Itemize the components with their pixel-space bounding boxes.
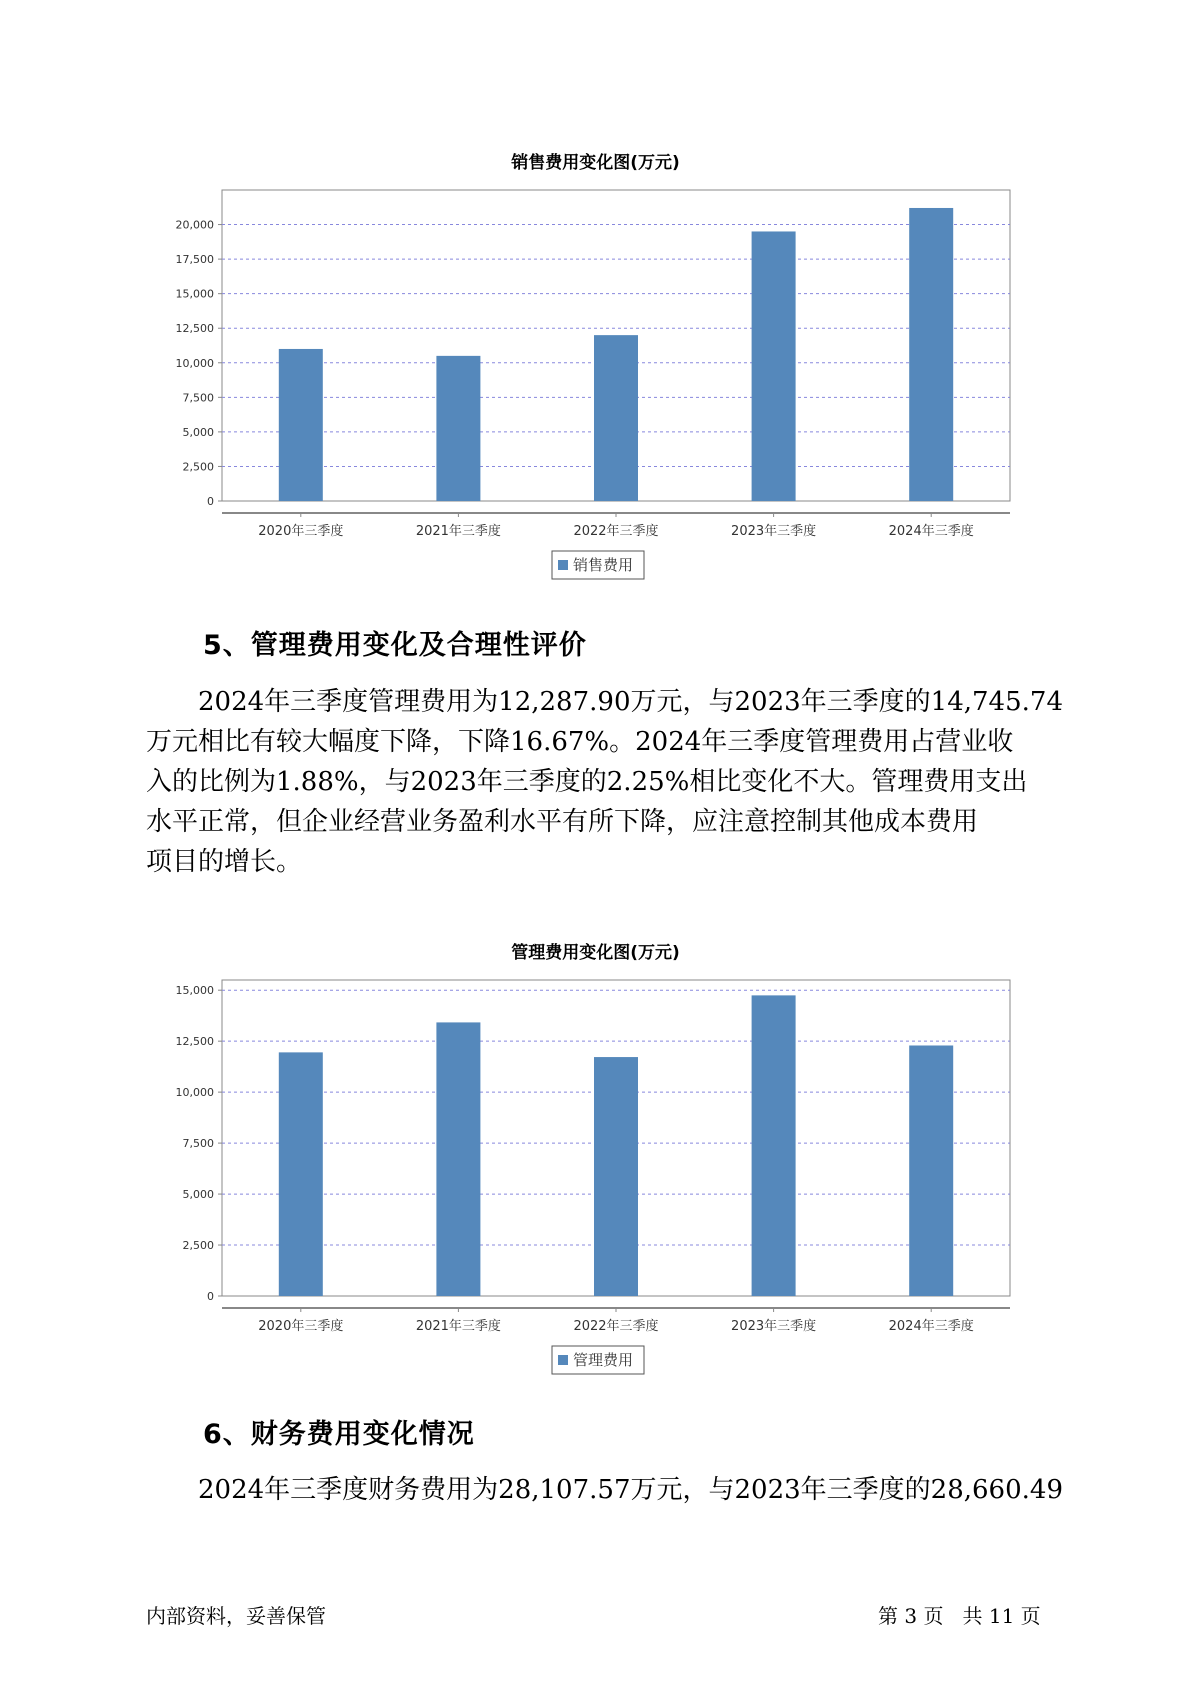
y-tick-label: 0 (207, 495, 214, 508)
x-tick-label: 2022年三季度 (573, 1319, 659, 1334)
x-tick-label: 2024年三季度 (888, 524, 974, 539)
bar (279, 349, 323, 501)
y-tick-label: 12,500 (175, 322, 214, 336)
y-tick-label: 20,000 (175, 218, 214, 232)
y-tick-label: 10,000 (175, 1086, 214, 1100)
section6-paragraph (146, 1470, 1076, 1510)
chart-title-admin: 管理费用变化图(万元) (511, 943, 680, 963)
bar (594, 1057, 638, 1296)
footer-right: 第 3 页 共 11 页 (878, 1604, 1041, 1628)
bar (436, 1022, 480, 1296)
y-tick-label: 17,500 (175, 253, 214, 267)
legend-swatch (558, 560, 568, 570)
para-line: 万元相比有较大幅度下降，下降16.67%。2024年三季度管理费用占营业收 (146, 727, 1014, 757)
x-tick-label: 2020年三季度 (258, 524, 344, 539)
y-tick-label: 5,000 (182, 425, 214, 439)
y-tick-label: 0 (207, 1290, 214, 1303)
chart-title-sales: 销售费用变化图(万元) (511, 153, 680, 173)
x-tick-label: 2020年三季度 (258, 1319, 344, 1334)
section5-heading: 5、管理费用变化及合理性评价 (203, 630, 587, 661)
para-line: 2024年三季度财务费用为28,107.57万元，与2023年三季度的28,660.49 (198, 1475, 1063, 1505)
section6-heading: 6、财务费用变化情况 (203, 1419, 475, 1450)
x-tick-label: 2023年三季度 (731, 1319, 817, 1334)
y-tick-label: 2,500 (182, 1239, 214, 1253)
y-tick-label: 12,500 (175, 1035, 214, 1049)
x-tick-label: 2021年三季度 (415, 1319, 501, 1334)
para-line: 入的比例为1.88%，与2023年三季度的2.25%相比变化不大。管理费用支出 (146, 767, 1028, 797)
legend-swatch (558, 1355, 568, 1365)
y-tick-label: 7,500 (182, 1137, 214, 1151)
legend-label: 销售费用 (573, 556, 634, 574)
bar (909, 1045, 953, 1296)
bar (909, 208, 953, 501)
sales-expense-chart (0, 170, 1191, 590)
section5-paragraph (146, 682, 1076, 882)
x-tick-label: 2024年三季度 (888, 1319, 974, 1334)
x-tick-label: 2022年三季度 (573, 524, 659, 539)
bar (752, 231, 796, 501)
admin-expense-chart (0, 960, 1191, 1380)
para-line: 2024年三季度管理费用为12,287.90万元，与2023年三季度的14,745.74 (198, 687, 1063, 717)
bar (752, 995, 796, 1296)
bar (279, 1052, 323, 1296)
y-tick-label: 15,000 (175, 287, 214, 301)
y-tick-label: 7,500 (182, 391, 214, 405)
x-tick-label: 2021年三季度 (415, 524, 501, 539)
legend-label: 管理费用 (573, 1351, 634, 1369)
para-line: 项目的增长。 (146, 847, 303, 877)
y-tick-label: 10,000 (175, 356, 214, 370)
footer-left: 内部资料，妥善保管 (146, 1604, 326, 1628)
y-tick-label: 5,000 (182, 1188, 214, 1202)
y-tick-label: 15,000 (175, 984, 214, 998)
bar (594, 335, 638, 501)
para-line: 水平正常，但企业经营业务盈利水平有所下降，应注意控制其他成本费用 (146, 807, 979, 837)
y-tick-label: 2,500 (182, 460, 214, 474)
x-tick-label: 2023年三季度 (731, 524, 817, 539)
bar (436, 356, 480, 501)
